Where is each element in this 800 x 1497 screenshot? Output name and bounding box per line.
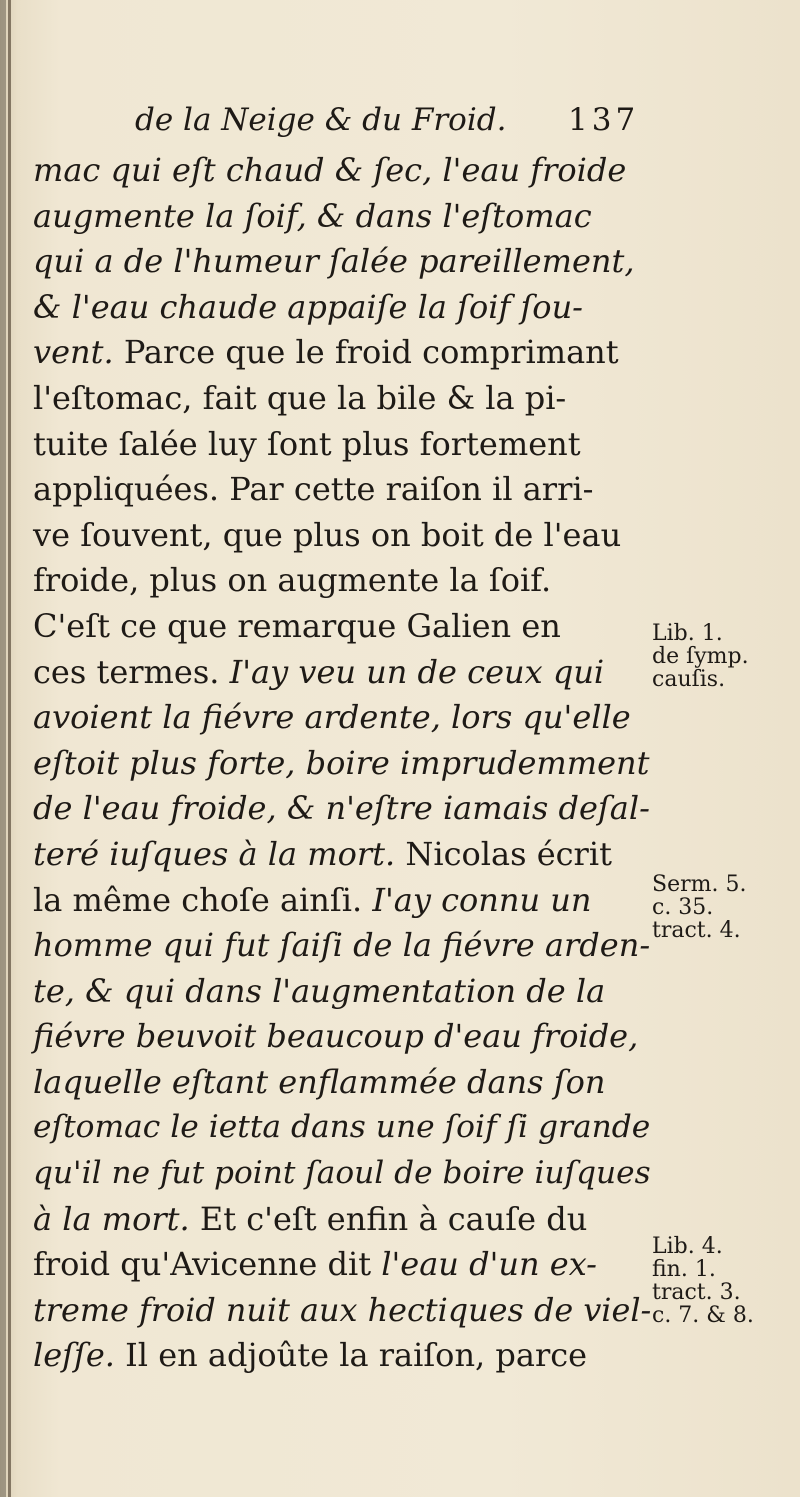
- margin-note-line: Lib. 4.: [652, 1234, 723, 1259]
- italic-segment: teré iuſques à la mort.: [33, 834, 396, 873]
- text-line: [33, 1151, 651, 1197]
- text-line: [33, 467, 651, 513]
- text-line: [33, 1014, 651, 1060]
- text-line: [33, 558, 651, 604]
- page-number: 137: [568, 102, 640, 138]
- margin-note-line: tract. 3.: [652, 1280, 741, 1305]
- text-line: [33, 1197, 651, 1243]
- text-line: [33, 604, 651, 650]
- binding-edge: [8, 0, 11, 1497]
- text-line: [33, 148, 651, 194]
- italic-segment: leſſe.: [33, 1336, 115, 1375]
- text-line: [33, 1333, 651, 1379]
- margin-note-line: fin. 1.: [652, 1257, 716, 1282]
- margin-note-line: Serm. 5.: [652, 872, 747, 897]
- text-line: [33, 1060, 651, 1106]
- italic-segment: avoient la fiévre ardente, lors qu'elle: [33, 698, 631, 737]
- roman-segment: C'eſt ce que remarque Galien en: [33, 606, 561, 645]
- roman-segment: froid qu'Avicenne dit: [33, 1245, 382, 1284]
- margin-note-line: cauſis.: [652, 667, 726, 692]
- italic-segment: I'ay connu un: [372, 880, 592, 919]
- roman-segment: ces termes.: [33, 652, 230, 691]
- text-line: [33, 1105, 651, 1151]
- roman-segment: tuite ſalée luy ſont plus fortement: [33, 424, 581, 463]
- text-line: [33, 239, 651, 285]
- roman-segment: froide, plus on augmente la ſoif.: [33, 561, 552, 600]
- margin-note-line: tract. 4.: [652, 918, 741, 943]
- roman-segment: ve ſouvent, que plus on boit de l'eau: [33, 515, 622, 554]
- italic-segment: augmente la ſoif, & dans l'eſtomac: [33, 196, 592, 235]
- text-line: [33, 376, 651, 422]
- italic-segment: & l'eau chaude appaiſe la ſoif ſou-: [33, 287, 583, 326]
- text-line: [33, 285, 651, 331]
- text-line: [33, 878, 651, 924]
- italic-segment: de l'eau froide, & n'eſtre iamais deſal-: [33, 789, 650, 828]
- roman-segment: Il en adjoûte la raiſon, parce: [114, 1336, 588, 1375]
- italic-segment: l'eau d'un ex-: [381, 1245, 597, 1284]
- text-line: [33, 330, 651, 376]
- text-line: [33, 741, 651, 787]
- body-text: [33, 148, 651, 1379]
- text-line: [33, 650, 651, 696]
- text-line: [33, 832, 651, 878]
- margin-note-line: Lib. 1.: [652, 621, 723, 646]
- italic-segment: homme qui fut ſaiſi de la fiévre arden-: [33, 926, 651, 965]
- text-line: [33, 695, 651, 741]
- text-line: [33, 422, 651, 468]
- roman-segment: Nicolas écrit: [395, 834, 612, 873]
- text-line: [33, 923, 651, 969]
- margin-note-line: c. 7. & 8.: [652, 1303, 754, 1328]
- italic-segment: treme froid nuit aux hectiques de viel-: [33, 1290, 652, 1329]
- roman-segment: l'eſtomac, fait que la bile & la pi-: [33, 378, 567, 417]
- text-line: [33, 194, 651, 240]
- italic-segment: qu'il ne fut point ſaoul de boire iuſques: [33, 1155, 651, 1192]
- roman-segment: la même choſe ainſi.: [33, 880, 373, 919]
- text-line: [33, 513, 651, 559]
- margin-note-line: c. 35.: [652, 895, 714, 920]
- text-line: [33, 1242, 651, 1288]
- italic-segment: mac qui eſt chaud & ſec, l'eau froide: [33, 151, 627, 189]
- margin-note: [652, 873, 746, 942]
- italic-segment: eſtoit plus forte, boire imprudemment: [33, 743, 650, 782]
- italic-segment: laquelle eſtant enflammée dans ſon: [33, 1062, 606, 1101]
- running-title: de la Neige & du Froid.: [135, 102, 507, 138]
- italic-segment: qui a de l'humeur ſalée pareillement,: [33, 242, 635, 281]
- roman-segment: appliquées. Par cette raiſon il arri-: [33, 470, 594, 509]
- italic-segment: I'ay veu un de ceux qui: [229, 652, 605, 691]
- italic-segment: fiévre beuvoit beaucoup d'eau froide,: [33, 1017, 639, 1056]
- italic-segment: te, & qui dans l'augmentation de la: [33, 971, 606, 1010]
- italic-segment: eſtomac le ietta dans une ſoif ſi grande: [33, 1109, 651, 1146]
- text-line: [33, 786, 651, 832]
- binding-shadow: [0, 0, 6, 1497]
- margin-note-line: de ſymp.: [652, 644, 749, 669]
- margin-note: [652, 622, 749, 691]
- roman-segment: Et c'eſt enfin à cauſe du: [189, 1199, 588, 1238]
- margin-note: [652, 1235, 754, 1327]
- italic-segment: vent.: [33, 333, 114, 372]
- italic-segment: à la mort.: [33, 1199, 190, 1238]
- text-line: [33, 1288, 651, 1334]
- text-line: [33, 969, 651, 1015]
- roman-segment: Parce que le froid comprimant: [113, 333, 619, 372]
